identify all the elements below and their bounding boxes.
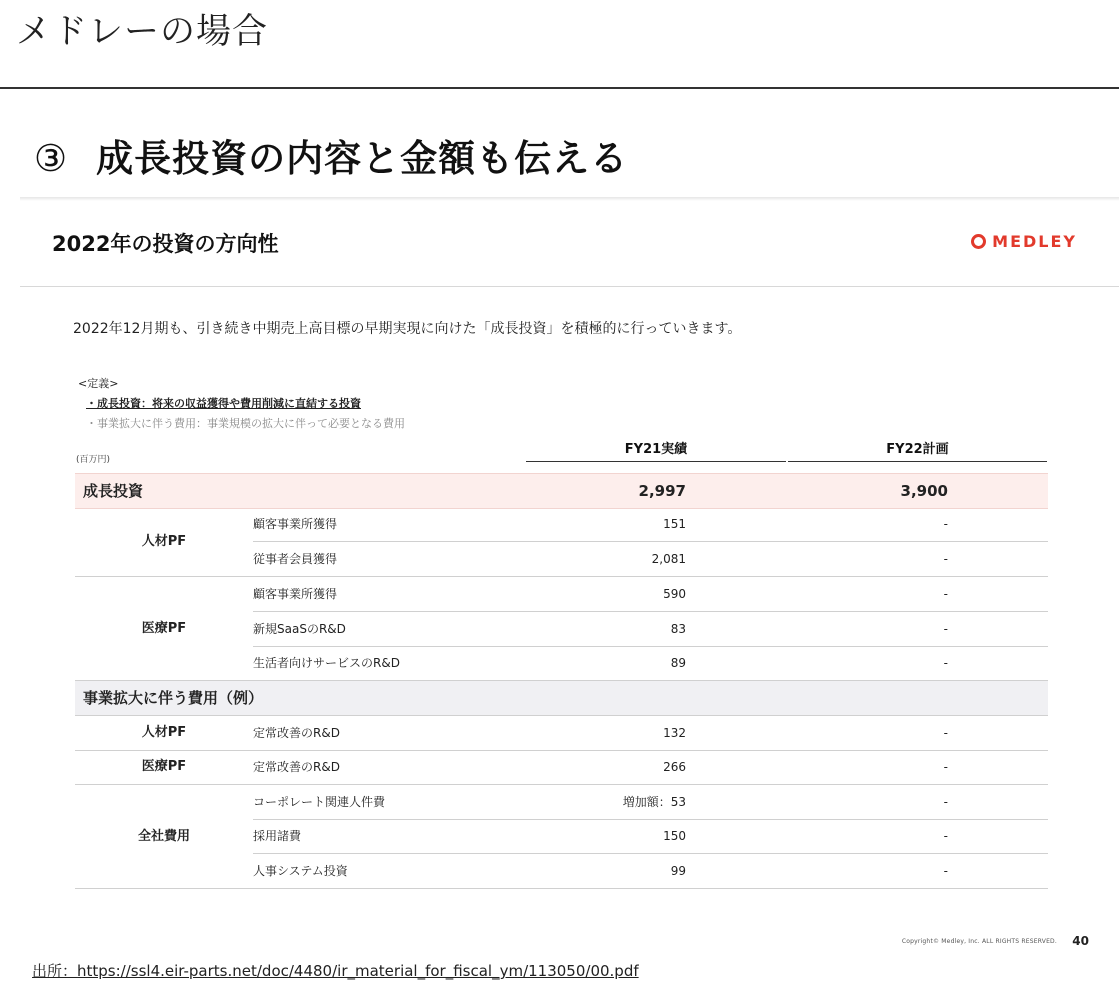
copyright-text: Copyright© Medley, Inc. ALL RIGHTS RESERVED. [901,938,1057,945]
source-citation [32,960,639,981]
group-label-jinzai: 人材PF [141,534,187,549]
category-label: 事業拡大に伴う費用（例） [83,689,264,707]
medley-logo [971,232,1077,251]
value-fy21: 89 [670,656,686,670]
column-underline-fy22 [788,461,1047,462]
value-fy22: - [943,656,948,670]
group-label-iryo: 医療PF [141,621,187,636]
value-fy21: 83 [670,622,686,636]
table-row [75,716,1048,751]
value-fy22: - [943,726,948,740]
source-prefix: 出所： [32,962,78,980]
item-label: 新規SaaSのR&D [253,622,346,636]
value-fy22: - [943,795,948,809]
total-fy21: 2,997 [638,482,686,500]
item-label: 顧客事業所獲得 [253,587,338,601]
definition-growth: ・成長投資：将来の収益獲得や費用削減に直結する投資 [86,397,361,410]
table-row [253,612,1048,647]
slide-top-edge [20,197,1119,201]
headline-text: 成長投資の内容と金額も伝える [96,137,629,180]
table-row [75,542,1048,577]
item-label: コーポレート関連人件費 [253,795,386,809]
item-label: 定常改善のR&D [253,726,340,740]
value-fy22: - [943,760,948,774]
table-row [75,750,1048,785]
table-row [75,646,1048,681]
group-label-zensha: 全社費用 [137,829,190,844]
item-label: 顧客事業所獲得 [253,517,338,531]
value-fy21: 132 [663,726,686,740]
total-fy22: 3,900 [900,482,948,500]
page-title: メドレーの場合 [16,12,269,52]
value-fy21: 増加額：53 [622,795,686,809]
value-fy22: - [943,587,948,601]
slide-divider [20,286,1119,287]
item-label: 定常改善のR&D [253,760,340,774]
table-row [253,819,1048,854]
value-fy21: 2,081 [651,552,686,566]
title-divider [0,87,1119,89]
value-fy21: 99 [670,864,686,878]
definition-expansion: ・事業拡大に伴う費用：事業規模の拡大に伴って必要となる費用 [86,417,405,430]
column-underline-fy21 [526,461,786,462]
value-fy22: - [943,552,948,566]
page-number: 40 [1072,934,1089,948]
intro-text: 2022年12月期も、引き続き中期売上高目標の早期実現に向けた「成長投資」を積極的に行っていきます。 [73,321,742,337]
table-row [253,785,1048,820]
headline [34,128,628,182]
headline-number: ③ [34,137,69,180]
value-fy21: 590 [663,587,686,601]
value-fy22: - [943,622,948,636]
value-fy22: - [943,517,948,531]
table-row-growth-total [75,473,1048,509]
value-fy21: 266 [663,760,686,774]
group-label-jinzai: 人材PF [141,725,187,740]
item-label: 従事者会員獲得 [253,552,338,566]
column-header-fy21: FY21実績 [624,442,688,457]
medley-logo-text: MEDLEY [992,232,1077,251]
item-label: 採用諸費 [253,829,302,843]
table-row [253,577,1048,612]
column-header-fy22: FY22計画 [886,442,949,457]
value-fy22: - [943,864,948,878]
value-fy21: 150 [663,829,686,843]
value-fy22: - [943,829,948,843]
category-label: 成長投資 [83,482,144,500]
unit-label: (百万円) [76,455,111,465]
group-label-iryo: 医療PF [141,759,187,774]
slide-title: 2022年の投資の方向性 [52,232,279,256]
source-link[interactable]: https://ssl4.eir-parts.net/doc/4480/ir_material_for_fiscal_ym/113050/00.pdf [77,962,639,980]
value-fy21: 151 [663,517,686,531]
table-row [75,854,1048,889]
item-label: 人事システム投資 [253,864,348,878]
table-row [253,507,1048,542]
definition-heading: <定義> [78,377,119,390]
medley-logo-icon [971,234,986,249]
item-label: 生活者向けサービスのR&D [253,656,400,670]
table-row-expansion-header [75,681,1048,716]
